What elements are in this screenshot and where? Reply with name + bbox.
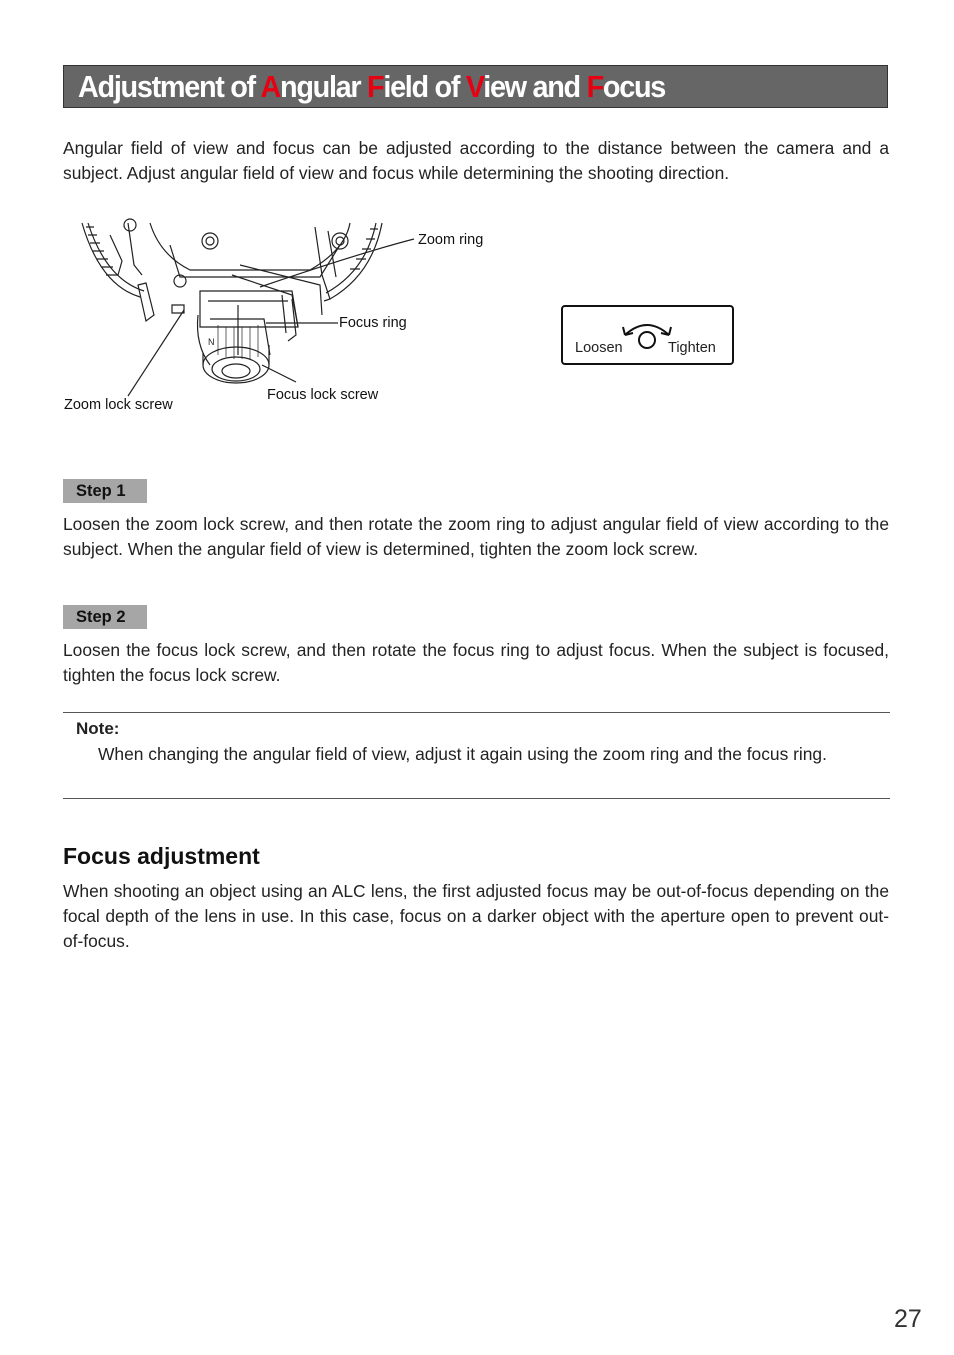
- zoom-ring-label: Zoom ring: [418, 232, 484, 248]
- title-part: ngular: [280, 69, 368, 104]
- note-text: When changing the angular field of view, adjust it again using the zoom ring and the focus ring.: [98, 744, 827, 764]
- zoom-lock-screw-label: Zoom lock screw: [64, 397, 173, 413]
- title-accent-letter: V: [465, 69, 484, 104]
- rotation-direction-box: [561, 305, 734, 365]
- title-part: ocus: [602, 69, 665, 104]
- focus-lock-screw-label: Focus lock screw: [267, 387, 379, 403]
- camera-lens-figure: [60, 215, 500, 420]
- title-accent-letter: F: [367, 69, 384, 104]
- page-title-bar: [63, 65, 888, 108]
- loosen-label: Loosen: [575, 340, 623, 356]
- title-part: ield of: [383, 69, 466, 104]
- tighten-label: Tighten: [668, 340, 716, 356]
- note-title: Note:: [76, 719, 120, 738]
- page-number: 27: [894, 1305, 922, 1333]
- page-title: [78, 68, 665, 106]
- step-2-badge: Step 2: [63, 605, 147, 629]
- focus-adjustment-heading: Focus adjustment: [63, 843, 260, 869]
- rotate-arrow-icon: [619, 313, 675, 351]
- intro-paragraph: Angular field of view and focus can be adjusted according to the distance between the camera and a subject. Adjust angular field of view and focus while determining the shooting direction.: [63, 138, 889, 183]
- focus-adjustment-text: When shooting an object using an ALC lens, the first adjusted focus may be out-of-focus depending on the focal depth of the lens in use. In this case, focus on a darker object with the aperture open to prevent out-of-focus.: [63, 881, 889, 951]
- title-accent-letter: F: [586, 69, 603, 104]
- title-part: Adjustment of: [78, 69, 261, 104]
- title-accent-letter: A: [260, 69, 281, 104]
- lens-n-mark: N: [208, 337, 215, 347]
- note-box: [63, 712, 890, 799]
- step-1-text: Loosen the zoom lock screw, and then rotate the zoom ring to adjust angular field of view according to the subject. When the angular field of view is determined, tighten the zoom lock screw.: [63, 514, 889, 559]
- focus-ring-label: Focus ring: [339, 315, 407, 331]
- title-part: iew and: [483, 69, 587, 104]
- step-2-text: Loosen the focus lock screw, and then rotate the focus ring to adjust focus. When the subject is focused, tighten the focus lock screw.: [63, 640, 889, 685]
- step-1-badge: Step 1: [63, 479, 147, 503]
